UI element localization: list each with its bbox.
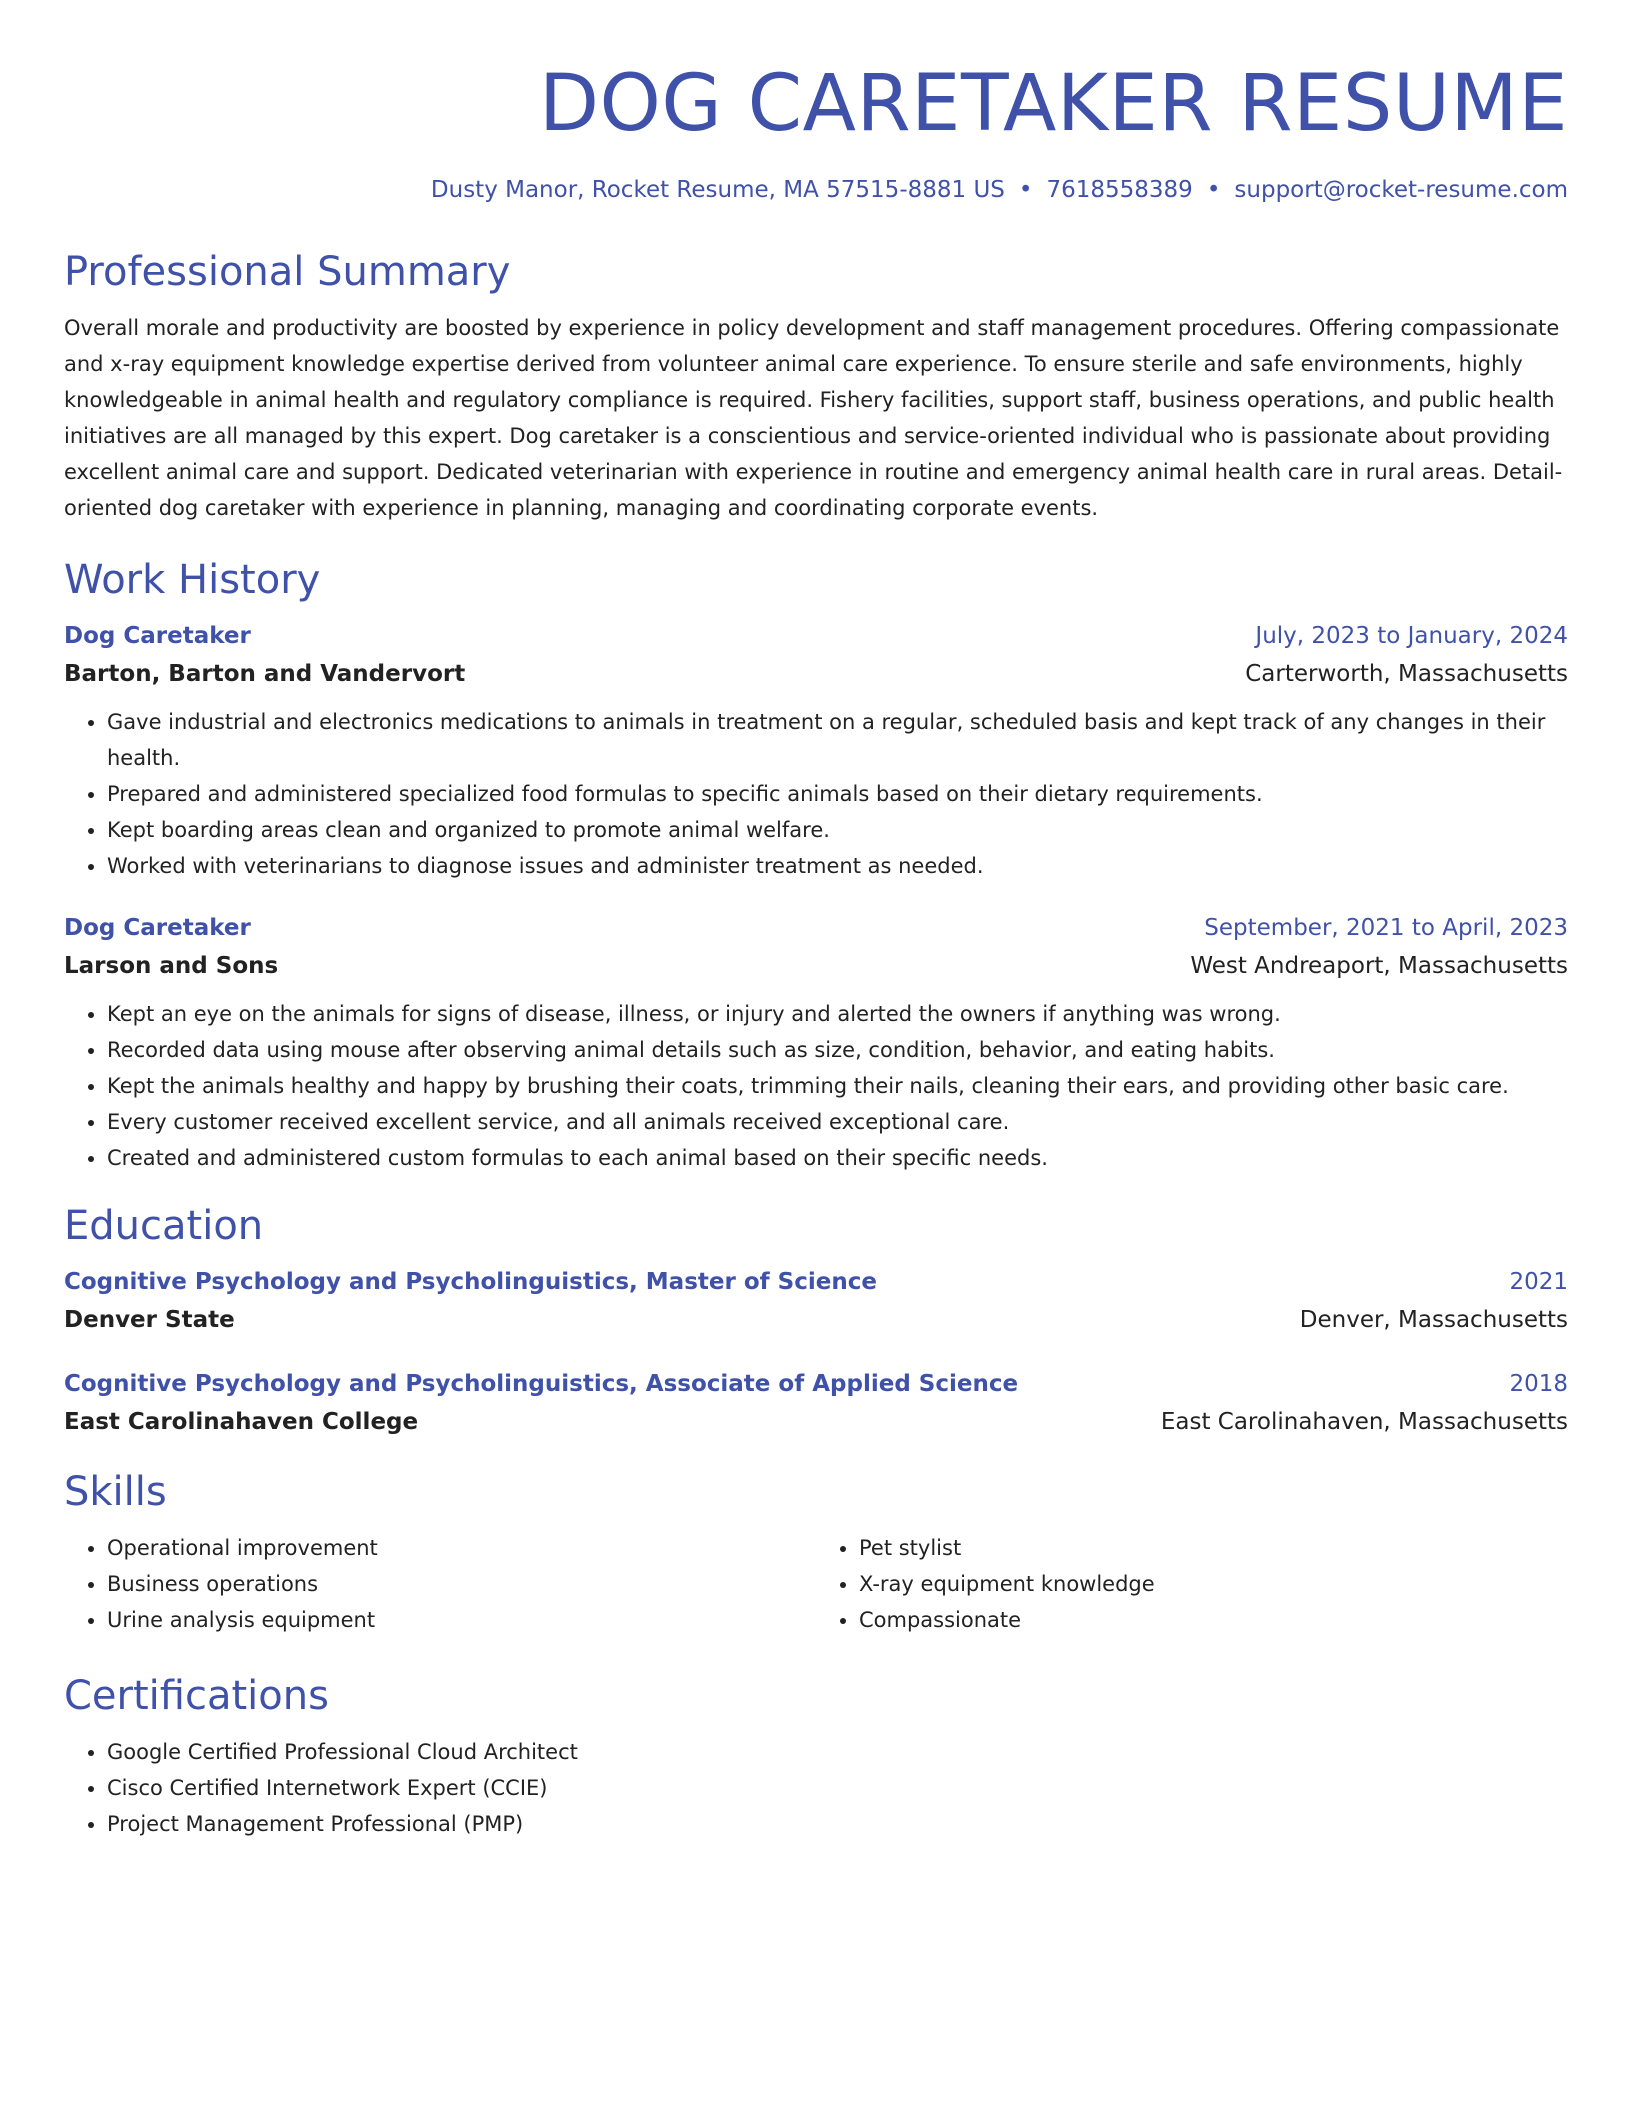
- education-entry: [64, 1264, 1568, 1340]
- certifications-list: [64, 1734, 1568, 1842]
- list-item: • Compassionate: [859, 1602, 1568, 1638]
- list-item: • Kept the animals healthy and happy by brushing their coats, trimming their nails, cleaning their ears, and providing other basic care.: [107, 1068, 1568, 1104]
- job-duties-list: [64, 996, 1568, 1176]
- job-location: West Andreaport, Massachusetts: [1190, 953, 1568, 979]
- contact-line: [64, 174, 1568, 206]
- skills-column-left: [64, 1530, 816, 1638]
- skills-column-right: [816, 1530, 1568, 1638]
- contact-address: Dusty Manor, Rocket Resume, MA 57515-8881 US: [430, 177, 1005, 203]
- list-item: • Kept boarding areas clean and organized to promote animal welfare.: [107, 812, 1568, 848]
- contact-separator: •: [1206, 177, 1221, 203]
- list-item: • Prepared and administered specialized food formulas to specific animals based on their dietary requirements.: [107, 776, 1568, 812]
- job-entry: [64, 618, 1568, 884]
- list-item: • X-ray equipment knowledge: [859, 1566, 1568, 1602]
- list-item: • Urine analysis equipment: [107, 1602, 816, 1638]
- summary-text: Overall morale and productivity are boosted by experience in policy development and staff management procedures. Offering compassionate and x-ray equipment knowledge expertise derived from volunteer animal care experience. To ensure sterile and safe environments, highly knowledgeable in animal health and regulatory compliance is required. Fishery facilities, support staff, business operations, and public health initiatives are all managed by this expert. Dog caretaker is a conscientious and service-oriented individual who is passionate about providing excellent animal care and support. Dedicated veterinarian with experience in routine and emergency animal health care in rural areas. Detail-oriented dog caretaker with experience in planning, managing and coordinating corporate events.: [64, 316, 1563, 520]
- job-dates: September, 2021 to April, 2023: [1204, 915, 1568, 941]
- section-title-summary: Professional Summary: [64, 249, 511, 295]
- education-year: 2018: [1509, 1371, 1568, 1397]
- job-entry: [64, 910, 1568, 1176]
- education-school: East Carolinahaven College: [64, 1409, 419, 1435]
- education-degree: Cognitive Psychology and Psycholinguistics, Associate of Applied Science: [64, 1371, 1019, 1397]
- job-title: Dog Caretaker: [64, 915, 251, 941]
- job-dates: July, 2023 to January, 2024: [1255, 623, 1568, 649]
- education-location: East Carolinahaven, Massachusetts: [1160, 1409, 1568, 1435]
- education-school: Denver State: [64, 1307, 235, 1333]
- job-duties-list: [64, 704, 1568, 884]
- job-location: Carterworth, Massachusetts: [1245, 661, 1568, 687]
- list-item: • Business operations: [107, 1566, 816, 1602]
- contact-separator: •: [1018, 177, 1033, 203]
- list-item: • Gave industrial and electronics medications to animals in treatment on a regular, scheduled basis and kept track of any changes in their health.: [107, 704, 1568, 776]
- list-item: • Pet stylist: [859, 1530, 1568, 1566]
- resume-title: DOG CARETAKER RESUME: [538, 59, 1568, 149]
- education-entry: [64, 1366, 1568, 1442]
- contact-phone: 7618558389: [1046, 177, 1193, 203]
- list-item: • Cisco Certified Internetwork Expert (CCIE): [107, 1770, 1568, 1806]
- list-item: • Kept an eye on the animals for signs of disease, illness, or injury and alerted the owners if anything was wrong.: [107, 996, 1568, 1032]
- section-title-skills: Skills: [64, 1469, 167, 1515]
- skills-list: [64, 1530, 1568, 1638]
- education-year: 2021: [1509, 1269, 1568, 1295]
- list-item: • Project Management Professional (PMP): [107, 1806, 1568, 1842]
- list-item: • Worked with veterinarians to diagnose issues and administer treatment as needed.: [107, 848, 1568, 884]
- section-title-education: Education: [64, 1203, 264, 1249]
- list-item: • Recorded data using mouse after observing animal details such as size, condition, behavior, and eating habits.: [107, 1032, 1568, 1068]
- list-item: • Every customer received excellent service, and all animals received exceptional care.: [107, 1104, 1568, 1140]
- job-company: Larson and Sons: [64, 953, 279, 979]
- list-item: • Created and administered custom formulas to each animal based on their specific needs.: [107, 1140, 1568, 1176]
- education-degree: Cognitive Psychology and Psycholinguistics, Master of Science: [64, 1269, 877, 1295]
- contact-email: support@rocket-resume.com: [1234, 177, 1568, 203]
- job-title: Dog Caretaker: [64, 623, 251, 649]
- list-item: • Google Certified Professional Cloud Architect: [107, 1734, 1568, 1770]
- list-item: • Operational improvement: [107, 1530, 816, 1566]
- job-company: Barton, Barton and Vandervort: [64, 661, 466, 687]
- education-location: Denver, Massachusetts: [1299, 1307, 1568, 1333]
- section-title-work-history: Work History: [64, 557, 321, 603]
- section-title-certifications: Certifications: [64, 1673, 329, 1719]
